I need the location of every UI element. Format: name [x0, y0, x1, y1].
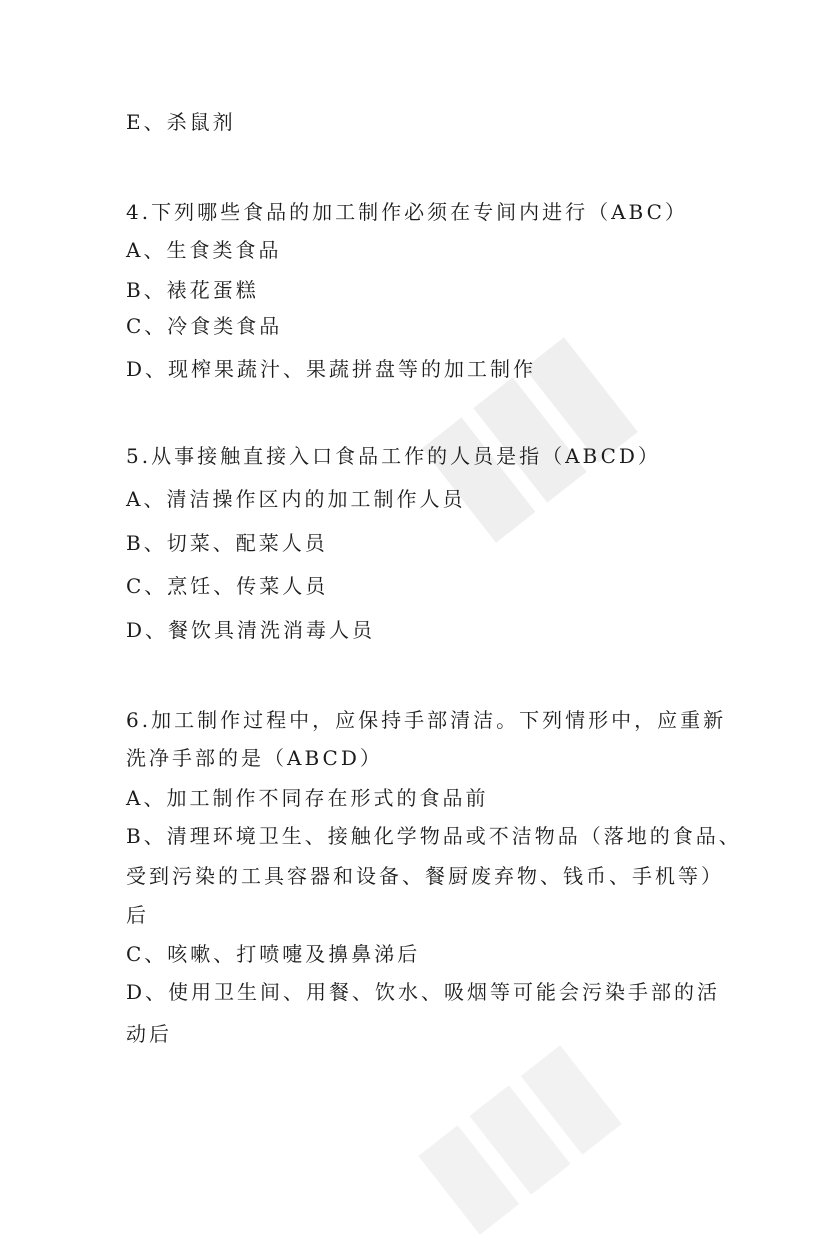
question-5: 5.从事接触直接入口食品工作的人员是指（ABCD）: [126, 444, 661, 468]
watermark-logo-bottom: [404, 1031, 635, 1249]
question-4: 4.下列哪些食品的加工制作必须在专间内进行（ABC）: [126, 200, 688, 224]
option-5c: C、烹饪、传菜人员: [126, 574, 329, 598]
option-3e: E、杀鼠剂: [126, 110, 236, 134]
question-6-line-1: 6.加工制作过程中，应保持手部清洁。下列情形中，应重新: [126, 708, 727, 732]
option-6c: C、咳嗽、打喷嚏及擤鼻涕后: [126, 942, 421, 966]
option-6b-line-3: 后: [126, 903, 149, 927]
option-5a: A、清洁操作区内的加工制作人员: [126, 487, 466, 511]
option-4a: A、生食类食品: [126, 238, 282, 262]
option-6a: A、加工制作不同存在形式的食品前: [126, 786, 489, 810]
option-6d-line-2: 动后: [126, 1022, 172, 1046]
option-5b: B、切菜、配菜人员: [126, 531, 328, 555]
watermark-logo: [402, 315, 658, 564]
option-4c: C、冷食类食品: [126, 314, 283, 338]
option-6d-line-1: D、使用卫生间、用餐、饮水、吸烟等可能会污染手部的活: [126, 980, 721, 1004]
option-6b-line-1: B、清理环境卫生、接触化学物品或不洁物品（落地的食品、: [126, 824, 742, 848]
option-4d: D、现榨果蔬汁、果蔬拼盘等的加工制作: [126, 357, 537, 381]
option-5d: D、餐饮具清洗消毒人员: [126, 618, 376, 642]
question-6-line-2: 洗净手部的是（ABCD）: [126, 746, 383, 770]
option-6b-line-2: 受到污染的工具容器和设备、餐厨废弃物、钱币、手机等）: [126, 864, 724, 888]
option-4b: B、裱花蛋糕: [126, 278, 259, 302]
